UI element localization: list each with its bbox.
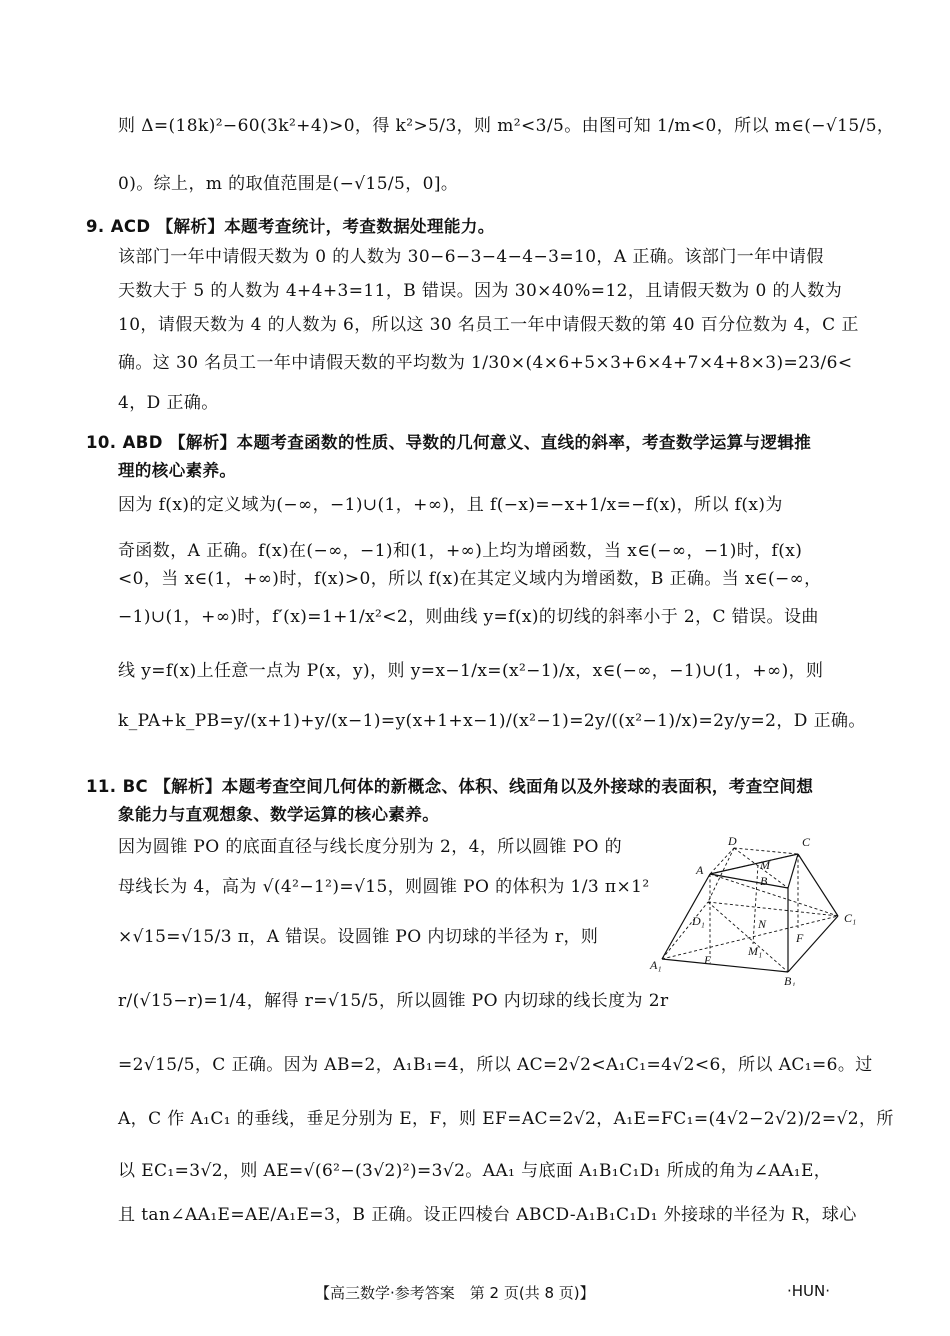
text-line: 且 tan∠AA₁E=AE/A₁E=3，B 正确。设正四棱台 ABCD-A₁B₁C₁D₁ 外接球的半径为 R，球心: [118, 1205, 857, 1225]
text-line: 确。这 30 名员工一年中请假天数的平均数为 1/30×(4×6+5×3+6×4+7×4+8×3)=23/6<: [118, 353, 853, 373]
label-A1: A₁: [650, 958, 662, 972]
label-M: M: [760, 858, 770, 872]
hidden-edge: [734, 848, 798, 854]
hidden-edge: [710, 874, 838, 916]
question-10-heading-cont: 理的核心素养。: [118, 461, 237, 480]
label-F: F: [796, 931, 804, 945]
hidden-edge: [753, 865, 758, 944]
label-C1: C₁: [844, 911, 857, 925]
text-line: 4，D 正确。: [118, 393, 219, 413]
footer-right: ·HUN·: [787, 1282, 831, 1300]
question-10-heading: 10. ABD 【解析】本题考查函数的性质、导数的几何意义、直线的斜率，考查数学运算与逻辑推: [86, 433, 812, 452]
text-line: 10，请假天数为 4 的人数为 6，所以这 30 名员工一年中请假天数的第 40 百分位数为 4，C 正: [118, 315, 859, 335]
text-line: ×√15=√15/3 π，A 错误。设圆锥 PO 内切球的半径为 r，则: [118, 927, 599, 947]
edge: [662, 959, 788, 972]
question-11-heading-cont: 象能力与直观想象、数学运算的核心素养。: [118, 805, 440, 824]
edge: [798, 854, 838, 916]
text-line: 天数大于 5 的人数为 4+4+3=11，B 错误。因为 30×40%=12，且请假天数为 0 的人数为: [118, 281, 843, 301]
text-line: A，C 作 A₁C₁ 的垂线，垂足分别为 E，F，则 EF=AC=2√2，A₁E=FC₁=(4√2−2√2)/2=√2，所: [118, 1109, 894, 1129]
label-B: B: [760, 874, 768, 888]
label-E: E: [704, 953, 712, 967]
question-9-heading: 9. ACD 【解析】本题考查统计，考查数据处理能力。: [86, 217, 495, 236]
text-line: 以 EC₁=3√2，则 AE=√(6²−(3√2)²)=3√2。AA₁ 与底面 A₁B₁C₁D₁ 所成的角为∠AA₁E，: [118, 1161, 832, 1181]
text-line: 则 Δ=(18k)²−60(3k²+4)>0，得 k²>5/3，则 m²<3/5。由图可知 1/m<0，所以 m∈(−√15/5，: [118, 116, 895, 136]
text-line: 因为圆锥 PO 的底面直径与线长度分别为 2，4，所以圆锥 PO 的: [118, 837, 623, 857]
footer-center: 【高三数学·参考答案 第 2 页(共 8 页)】: [315, 1284, 595, 1302]
label-C: C: [802, 835, 811, 849]
text-line: =2√15/5，C 正确。因为 AB=2，A₁B₁=4，所以 AC=2√2<A₁C₁=4√2<6，所以 AC₁=6。过: [118, 1055, 873, 1075]
edge: [788, 854, 798, 888]
label-A: A: [696, 863, 704, 877]
text-line: k_PA+k_PB=y/(x+1)+y/(x−1)=y(x+1+x−1)/(x²−1)=2y/((x²−1)/x)=2y/y=2，D 正确。: [118, 711, 866, 731]
text-line: 母线长为 4，高为 √(4²−1²)=√15，则圆锥 PO 的体积为 1/3 π×1²: [118, 877, 650, 897]
label-B1: B₁: [784, 974, 796, 986]
edge: [710, 874, 788, 888]
frustum-figure: [648, 832, 870, 986]
hidden-edge: [708, 902, 788, 972]
text-line: 线 y=f(x)上任意一点为 P(x，y)，则 y=x−1/x=(x²−1)/x，x∈(−∞，−1)∪(1，+∞)，则: [118, 661, 824, 681]
label-N: N: [758, 917, 767, 931]
label-D: D: [728, 834, 737, 848]
label-M1: M₁: [748, 944, 763, 958]
question-11-heading: 11. BC 【解析】本题考查空间几何体的新概念、体积、线面角以及外接球的表面积，考查空间想: [86, 777, 814, 796]
text-line: r/(√15−r)=1/4，解得 r=√15/5，所以圆锥 PO 内切球的线长度为 2r: [118, 991, 669, 1011]
text-line: 0)。综上，m 的取值范围是(−√15/5，0]。: [118, 174, 459, 194]
text-line: 奇函数，A 正确。f(x)在(−∞，−1)和(1，+∞)上均为增函数，当 x∈(−∞，−1)时，f(x): [118, 541, 803, 561]
hidden-edge: [710, 848, 734, 874]
hidden-edge: [662, 902, 708, 959]
text-line: 该部门一年中请假天数为 0 的人数为 30−6−3−4−4−3=10，A 正确。该部门一年中请假: [118, 247, 824, 267]
page-footer: [0, 1282, 950, 1306]
label-D1: D₁: [692, 914, 705, 928]
text-line: 因为 f(x)的定义域为(−∞，−1)∪(1，+∞)，且 f(−x)=−x+1/x=−f(x)，所以 f(x)为: [118, 495, 783, 515]
hidden-edge: [708, 902, 838, 916]
text-line: −1)∪(1，+∞)时，f′(x)=1+1/x²<2，则曲线 y=f(x)的切线的斜率小于 2，C 错误。设曲: [118, 607, 819, 627]
text-line: <0，当 x∈(1，+∞)时，f(x)>0，所以 f(x)在其定义域内为增函数，B 正确。当 x∈(−∞，: [118, 569, 822, 589]
